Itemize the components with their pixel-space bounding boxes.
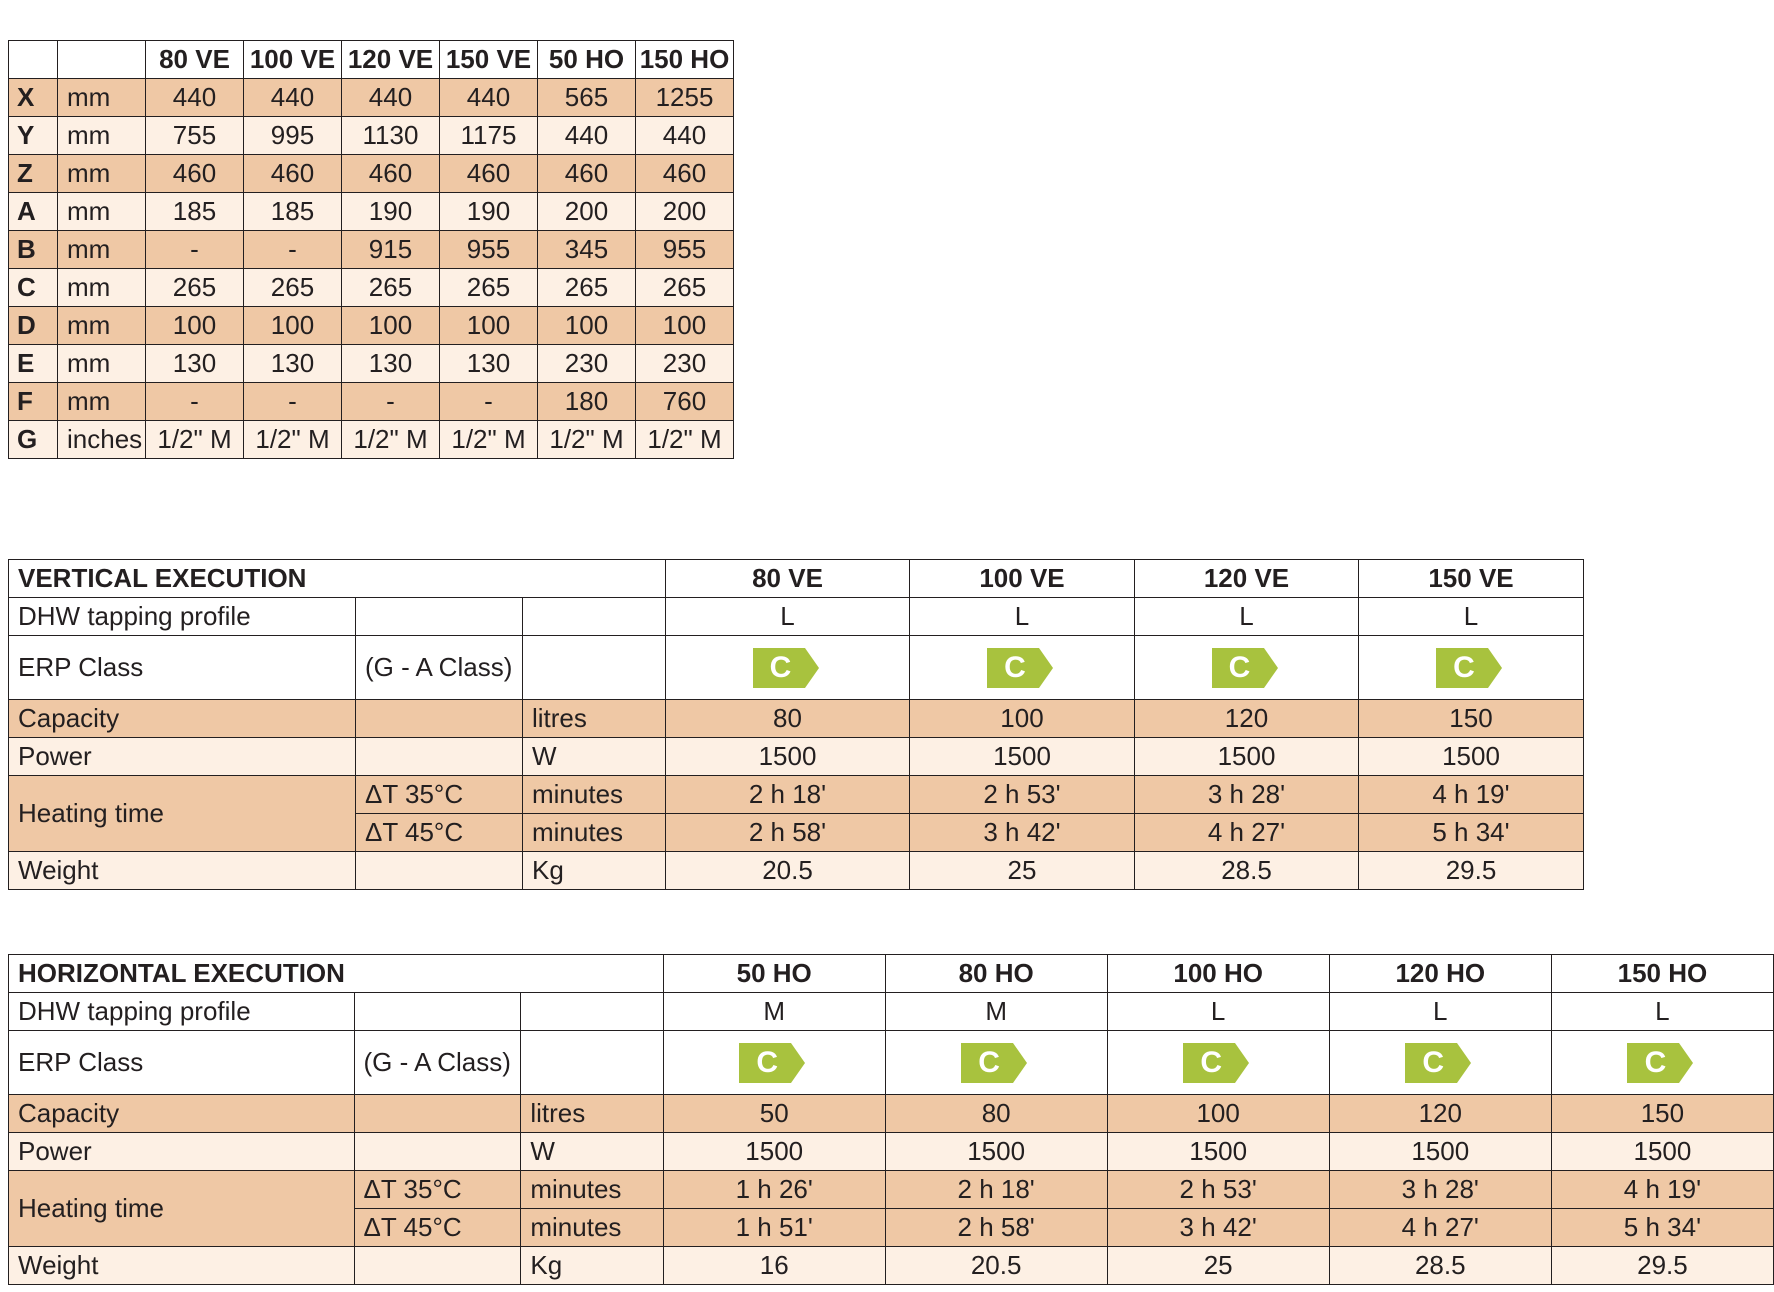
dimension-letter: B [9, 231, 58, 269]
dimension-value: 440 [146, 79, 244, 117]
dimension-value: 200 [538, 193, 636, 231]
heating-value: 2 h 53' [910, 776, 1135, 814]
dimension-value: 1/2" M [440, 421, 538, 459]
heating-dt35-row [9, 1171, 1774, 1209]
weight-value: 29.5 [1551, 1247, 1773, 1285]
unit-cell: minutes [523, 776, 666, 814]
weight-row [9, 852, 1584, 890]
erp-class-badge [1405, 1043, 1475, 1083]
dimension-value: 1130 [342, 117, 440, 155]
erp-cell [666, 636, 910, 700]
dimension-unit: mm [58, 79, 146, 117]
erp-cell [663, 1031, 885, 1095]
dimensions-header-row [9, 41, 734, 79]
header-cell: 120 VE [342, 41, 440, 79]
dhw-row [9, 993, 1774, 1031]
power-row [9, 1133, 1774, 1171]
heating-value: 2 h 53' [1107, 1171, 1329, 1209]
dimension-value: 200 [636, 193, 734, 231]
dimension-unit: mm [58, 231, 146, 269]
weight-value: 28.5 [1135, 852, 1359, 890]
erp-class-badge [739, 1043, 809, 1083]
heating-value: 4 h 19' [1359, 776, 1584, 814]
dimension-value: 180 [538, 383, 636, 421]
dhw-value: L [1329, 993, 1551, 1031]
heating-value: 5 h 34' [1551, 1209, 1773, 1247]
power-value: 1500 [666, 738, 910, 776]
dimension-value: 130 [440, 345, 538, 383]
erp-class-letter: C [769, 650, 792, 684]
dimension-unit: inches [58, 421, 146, 459]
dimension-value: 1/2" M [342, 421, 440, 459]
vertical-body [9, 598, 1584, 890]
empty-cell [354, 1133, 521, 1171]
empty-cell [356, 852, 523, 890]
row-label: Heating time [9, 776, 356, 852]
dhw-value: L [1551, 993, 1773, 1031]
unit-cell: litres [523, 700, 666, 738]
erp-cell [910, 636, 1135, 700]
dimensions-body [9, 79, 734, 459]
model-header: 150 VE [1359, 560, 1584, 598]
heating-value: 4 h 27' [1329, 1209, 1551, 1247]
capacity-value: 150 [1551, 1095, 1773, 1133]
erp-cell [1359, 636, 1584, 700]
erp-cell [1135, 636, 1359, 700]
capacity-row [9, 700, 1584, 738]
dimension-value: 760 [636, 383, 734, 421]
capacity-row [9, 1095, 1774, 1133]
erp-class-badge [1627, 1043, 1697, 1083]
erp-class-letter: C [1228, 650, 1251, 684]
heating-value: 3 h 28' [1329, 1171, 1551, 1209]
model-header: 100 HO [1107, 955, 1329, 993]
dimension-unit: mm [58, 117, 146, 155]
heating-value: 2 h 58' [666, 814, 910, 852]
power-value: 1500 [910, 738, 1135, 776]
row-label: Capacity [9, 700, 356, 738]
dimension-value: 185 [244, 193, 342, 231]
empty-cell [354, 993, 521, 1031]
erp-class-badge [1183, 1043, 1253, 1083]
row-label: ERP Class [9, 1031, 355, 1095]
dimension-value: 460 [244, 155, 342, 193]
dimension-letter: D [9, 307, 58, 345]
model-header: 120 HO [1329, 955, 1551, 993]
weight-value: 28.5 [1329, 1247, 1551, 1285]
capacity-value: 80 [666, 700, 910, 738]
dimensions-table [8, 40, 734, 459]
erp-cell [1329, 1031, 1551, 1095]
dimension-value: 230 [538, 345, 636, 383]
dhw-value: L [910, 598, 1135, 636]
dimension-value: 565 [538, 79, 636, 117]
model-header: 80 HO [885, 955, 1107, 993]
dimension-value: 460 [146, 155, 244, 193]
erp-class-badge [961, 1043, 1031, 1083]
power-row [9, 738, 1584, 776]
header-cell: 100 VE [244, 41, 342, 79]
weight-value: 16 [663, 1247, 885, 1285]
capacity-value: 50 [663, 1095, 885, 1133]
dimension-value: 265 [342, 269, 440, 307]
dimension-value: 130 [244, 345, 342, 383]
unit-cell: minutes [523, 814, 666, 852]
dimension-unit: mm [58, 155, 146, 193]
delta-label: ΔT 45°C [356, 814, 523, 852]
dimension-value: 915 [342, 231, 440, 269]
weight-value: 20.5 [666, 852, 910, 890]
row-label: Weight [9, 852, 356, 890]
dimension-value: 190 [342, 193, 440, 231]
dimension-value: - [440, 383, 538, 421]
erp-class-letter: C [1422, 1045, 1445, 1079]
delta-label: ΔT 35°C [354, 1171, 521, 1209]
header-cell: 80 VE [146, 41, 244, 79]
model-header: 100 VE [910, 560, 1135, 598]
dimension-value: 100 [146, 307, 244, 345]
weight-value: 29.5 [1359, 852, 1584, 890]
horizontal-header-row [9, 955, 1774, 993]
dimension-value: - [146, 231, 244, 269]
model-header: 80 VE [666, 560, 910, 598]
dimension-value: 955 [636, 231, 734, 269]
erp-class-badge [987, 648, 1057, 688]
dhw-value: L [1107, 993, 1329, 1031]
dimension-value: 1175 [440, 117, 538, 155]
erp-class-letter: C [978, 1045, 1000, 1079]
power-value: 1500 [1359, 738, 1584, 776]
model-header: 120 VE [1135, 560, 1359, 598]
heating-value: 5 h 34' [1359, 814, 1584, 852]
dimension-value: 1/2" M [146, 421, 244, 459]
row-label: DHW tapping profile [9, 598, 356, 636]
dimension-value: 1255 [636, 79, 734, 117]
model-header: 50 HO [663, 955, 885, 993]
heating-value: 4 h 19' [1551, 1171, 1773, 1209]
row-label: Capacity [9, 1095, 355, 1133]
erp-row [9, 1031, 1774, 1095]
erp-class-badge [1212, 648, 1282, 688]
dimension-value: 1/2" M [244, 421, 342, 459]
dimension-value: 755 [146, 117, 244, 155]
dimension-row [9, 269, 734, 307]
dimension-value: 100 [636, 307, 734, 345]
dimension-value: 345 [538, 231, 636, 269]
dimension-row [9, 383, 734, 421]
header-cell [9, 41, 58, 79]
dimension-value: - [244, 231, 342, 269]
dimension-value: 440 [440, 79, 538, 117]
capacity-value: 120 [1135, 700, 1359, 738]
power-value: 1500 [1107, 1133, 1329, 1171]
header-cell: 150 VE [440, 41, 538, 79]
weight-value: 25 [910, 852, 1135, 890]
erp-row [9, 636, 1584, 700]
erp-class-badge [753, 648, 823, 688]
row-label: DHW tapping profile [9, 993, 355, 1031]
dimension-value: 185 [146, 193, 244, 231]
empty-cell [523, 598, 666, 636]
dimension-row [9, 307, 734, 345]
dimension-letter: C [9, 269, 58, 307]
dimension-letter: Y [9, 117, 58, 155]
capacity-value: 80 [885, 1095, 1107, 1133]
empty-cell [523, 636, 666, 700]
weight-row [9, 1247, 1774, 1285]
dimension-value: 1/2" M [538, 421, 636, 459]
row-label: ERP Class [9, 636, 356, 700]
dimension-value: 100 [342, 307, 440, 345]
dimension-value: 440 [538, 117, 636, 155]
dimension-value: 100 [440, 307, 538, 345]
vertical-header-row [9, 560, 1584, 598]
power-value: 1500 [1135, 738, 1359, 776]
power-value: 1500 [663, 1133, 885, 1171]
dimension-value: 265 [636, 269, 734, 307]
dimension-value: 265 [538, 269, 636, 307]
dimension-value: 230 [636, 345, 734, 383]
row-label: Power [9, 738, 356, 776]
dimension-unit: mm [58, 269, 146, 307]
power-value: 1500 [1551, 1133, 1773, 1171]
dimension-unit: mm [58, 193, 146, 231]
capacity-value: 150 [1359, 700, 1584, 738]
dimension-value: 995 [244, 117, 342, 155]
dhw-value: M [885, 993, 1107, 1031]
model-header: 150 HO [1551, 955, 1773, 993]
unit-cell: litres [521, 1095, 663, 1133]
heating-value: 3 h 28' [1135, 776, 1359, 814]
dimension-value: - [244, 383, 342, 421]
weight-value: 20.5 [885, 1247, 1107, 1285]
header-cell: 150 HO [636, 41, 734, 79]
dimension-value: 1/2" M [636, 421, 734, 459]
dimension-value: 265 [440, 269, 538, 307]
row-label: Heating time [9, 1171, 355, 1247]
dimension-value: 460 [636, 155, 734, 193]
dimension-value: 130 [342, 345, 440, 383]
dimension-value: 265 [146, 269, 244, 307]
empty-cell [356, 598, 523, 636]
heating-value: 3 h 42' [1107, 1209, 1329, 1247]
heating-value: 2 h 18' [885, 1171, 1107, 1209]
dimension-value: 130 [146, 345, 244, 383]
dimension-value: 100 [538, 307, 636, 345]
heating-value: 1 h 51' [663, 1209, 885, 1247]
unit-cell: Kg [521, 1247, 663, 1285]
dimension-value: 460 [440, 155, 538, 193]
row-label: Weight [9, 1247, 355, 1285]
dimension-letter: F [9, 383, 58, 421]
delta-label: ΔT 35°C [356, 776, 523, 814]
dimension-unit: mm [58, 307, 146, 345]
dimension-letter: G [9, 421, 58, 459]
dimension-value: - [342, 383, 440, 421]
power-value: 1500 [885, 1133, 1107, 1171]
empty-cell [354, 1247, 521, 1285]
capacity-value: 100 [1107, 1095, 1329, 1133]
dimension-value: 460 [538, 155, 636, 193]
capacity-value: 120 [1329, 1095, 1551, 1133]
dhw-value: L [666, 598, 910, 636]
row-label: Power [9, 1133, 355, 1171]
unit-cell: minutes [521, 1209, 663, 1247]
dimension-value: 440 [244, 79, 342, 117]
dimension-letter: X [9, 79, 58, 117]
unit-cell: W [523, 738, 666, 776]
erp-class-letter: C [1004, 650, 1026, 684]
header-cell: 50 HO [538, 41, 636, 79]
unit-cell: Kg [523, 852, 666, 890]
erp-class-badge [1436, 648, 1506, 688]
horizontal-execution-table [8, 954, 1774, 1285]
empty-cell [521, 1031, 663, 1095]
unit-cell: W [521, 1133, 663, 1171]
dhw-row [9, 598, 1584, 636]
empty-cell [521, 993, 663, 1031]
dimension-value: 440 [342, 79, 440, 117]
dimension-row [9, 79, 734, 117]
erp-range: (G - A Class) [354, 1031, 521, 1095]
dimension-unit: mm [58, 383, 146, 421]
erp-class-letter: C [1200, 1045, 1222, 1079]
dimension-row [9, 155, 734, 193]
heating-value: 3 h 42' [910, 814, 1135, 852]
dimension-value: 460 [342, 155, 440, 193]
delta-label: ΔT 45°C [354, 1209, 521, 1247]
vertical-execution-table [8, 559, 1584, 890]
dimension-row [9, 231, 734, 269]
dimension-row [9, 117, 734, 155]
dhw-value: L [1135, 598, 1359, 636]
dimension-value: 955 [440, 231, 538, 269]
heating-value: 2 h 18' [666, 776, 910, 814]
empty-cell [354, 1095, 521, 1133]
dimension-unit: mm [58, 345, 146, 383]
erp-range: (G - A Class) [356, 636, 523, 700]
dimension-row [9, 193, 734, 231]
erp-class-letter: C [756, 1045, 779, 1079]
dimension-letter: Z [9, 155, 58, 193]
table-title: VERTICAL EXECUTION [9, 560, 666, 598]
power-value: 1500 [1329, 1133, 1551, 1171]
dimension-value: - [146, 383, 244, 421]
dimension-value: 440 [636, 117, 734, 155]
empty-cell [356, 738, 523, 776]
dimension-letter: E [9, 345, 58, 383]
header-cell [58, 41, 146, 79]
unit-cell: minutes [521, 1171, 663, 1209]
erp-cell [1551, 1031, 1773, 1095]
dhw-value: M [663, 993, 885, 1031]
dhw-value: L [1359, 598, 1584, 636]
dimension-value: 190 [440, 193, 538, 231]
table-title: HORIZONTAL EXECUTION [9, 955, 664, 993]
dimension-row [9, 421, 734, 459]
dimension-value: 100 [244, 307, 342, 345]
heating-dt35-row [9, 776, 1584, 814]
horizontal-body [9, 993, 1774, 1285]
capacity-value: 100 [910, 700, 1135, 738]
heating-value: 1 h 26' [663, 1171, 885, 1209]
erp-cell [885, 1031, 1107, 1095]
dimension-row [9, 345, 734, 383]
empty-cell [356, 700, 523, 738]
heating-value: 4 h 27' [1135, 814, 1359, 852]
dimension-letter: A [9, 193, 58, 231]
erp-class-letter: C [1644, 1045, 1667, 1079]
erp-class-letter: C [1453, 650, 1475, 684]
dimension-value: 265 [244, 269, 342, 307]
heating-value: 2 h 58' [885, 1209, 1107, 1247]
erp-cell [1107, 1031, 1329, 1095]
weight-value: 25 [1107, 1247, 1329, 1285]
